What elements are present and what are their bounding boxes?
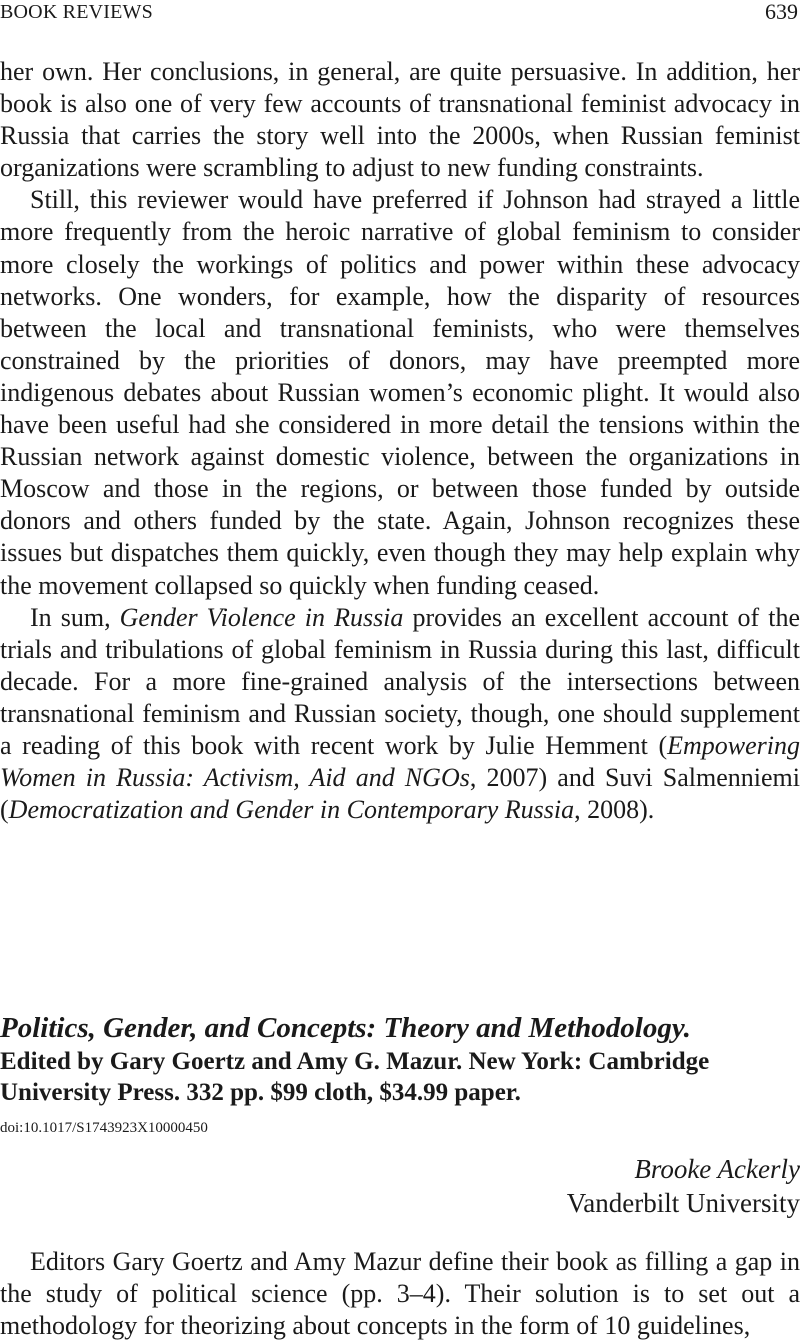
text-run: , 2007) and Suvi Salmenniemi ( xyxy=(0,763,800,825)
reviewed-book-title: Politics, Gender, and Concepts: Theory and Methodology. xyxy=(0,1012,691,1044)
reviewer-name: Brooke Ackerly xyxy=(634,1154,800,1184)
cited-work-title: Democratization and Gender in Contemporary Russia xyxy=(8,795,575,825)
review-1-paragraph-1: her own. Her conclusions, in general, are quite persuasive. In addition, her book is also one of very few accounts of transnational feminist advocacy in Russia that carries the story well into the 2000s, when Russian feminist organizations were scrambling to adjust to new funding constraints. xyxy=(0,57,800,183)
review-1-body xyxy=(0,56,800,826)
review-2-body xyxy=(0,1246,800,1342)
running-head: BOOK REVIEWS xyxy=(0,1,153,23)
review-2 xyxy=(0,1010,800,1342)
reviewer-affiliation: Vanderbilt University xyxy=(566,1188,800,1218)
reviewer-block xyxy=(0,1152,800,1220)
review-2-paragraph-1: Editors Gary Goertz and Amy Mazur define their book as filling a gap in the study of political science (pp. 3–4). Their solution is to set out a methodology for theorizing about concepts in the form of 10 guidelines, xyxy=(0,1247,800,1341)
cited-work-title: Empowering Women in Russia: Activism, Aid and NGOs xyxy=(0,730,800,793)
review-1-paragraph-3 xyxy=(0,602,800,827)
text-run: In sum, xyxy=(30,602,120,632)
reviewed-book-editors: Edited by Gary Goertz and Amy G. Mazur. New York: Cambridge xyxy=(0,1048,710,1075)
doi-link[interactable]: doi:10.1017/S1743923X10000450 xyxy=(0,1120,208,1136)
text-run: , 2008). xyxy=(574,795,655,825)
running-header xyxy=(0,0,800,26)
book-title-reference: Gender Violence in Russia xyxy=(119,602,404,632)
text-run: provides an excellent account of the trials and tribulations of global feminism in Russia during this last, difficult decade. For a more fine-grained analysis of the intersections between transnational feminism and Russian society, though, one should supplement a reading of this book with recent work by Julie Hemment ( xyxy=(0,602,800,760)
page-number: 639 xyxy=(765,0,798,24)
reviewed-book-publication: University Press. 332 pp. $99 cloth, $34.99 paper. xyxy=(0,1079,521,1106)
review-1-paragraph-2: Still, this reviewer would have preferred if Johnson had strayed a little more frequently from the heroic narrative of global feminism to consider more closely the workings of politics and power within these advocacy networks. One wonders, for example, how the disparity of resources between the local and transnational feminists, who were themselves constrained by the priorities of donors, may have preempted more indigenous debates about Russian women’s economic plight. It would also have been useful had she considered in more detail the tensions within the Russian network against domestic violence, between the organizations in Moscow and those in the regions, or between those funded by outside donors and others funded by the state. Again, Johnson recognizes these issues but dispatches them quickly, even though they may help explain why the movement collapsed so quickly when funding ceased. xyxy=(0,185,800,600)
